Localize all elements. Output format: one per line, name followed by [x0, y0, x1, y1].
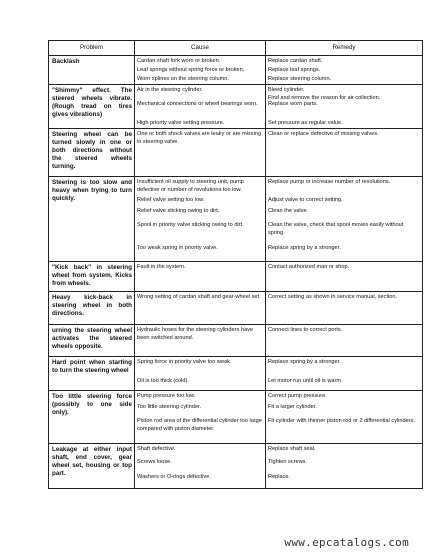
table-row — [49, 292, 423, 325]
problem-text: "Shimmy" effect. The steered wheels vibrate. (Rough tread on tires gives vibrations) — [52, 87, 132, 118]
table-row — [49, 56, 423, 85]
remedy-text: Correct setting as shown in service manual, section. — [268, 294, 398, 300]
remedy-text: Replace worn parts. — [268, 101, 318, 107]
problem-cell — [49, 292, 135, 325]
table-row — [49, 85, 423, 129]
cause-text: Too weak spring in priority valve. — [137, 245, 218, 251]
table-row — [49, 444, 423, 489]
cause-text: Relief valve sticking owing to dirt. — [137, 208, 220, 214]
problem-cell — [49, 56, 135, 85]
cause-text: Shaft defective. — [137, 446, 176, 452]
cause-cell — [135, 357, 266, 391]
cause-text: Insufficient oil supply to steering unit, pump defective or number of revolutions too low. — [137, 179, 244, 193]
watermark-url: www.epcatalogs.com — [284, 536, 409, 549]
problem-text: Steering is too slow and heavy when trying to turn quickly. — [52, 179, 132, 202]
remedy-text: Bleed cylinder. Find and remove the reason for air collection. — [268, 87, 381, 101]
table-row — [49, 177, 423, 262]
cause-cell — [135, 444, 266, 489]
cause-cell — [135, 391, 266, 444]
cause-text: Spool in priority valve sticking owing to dirt. — [137, 222, 244, 228]
cause-text: Piston rod area of the differential cylinder too large compared with piston diameter. — [137, 418, 262, 432]
table-row — [49, 129, 423, 177]
cause-text: Leaf springs without spring force or broken. — [137, 67, 245, 73]
problem-text: urning the steering wheel activates the steered wheels opposite. — [52, 327, 132, 350]
table-row — [49, 262, 423, 292]
cause-text: Washers or O-rings defective. — [137, 474, 211, 480]
cause-text: Air in the steering cylinder. — [137, 87, 203, 93]
remedy-text: Fit cylinder with thinner piston rod or 2 differential cylinders. — [268, 418, 415, 424]
cause-text: Relief valve setting too low. — [137, 197, 205, 203]
remedy-text: Clean the valve. — [268, 208, 309, 214]
cause-text: Hydraulic hoses for the steering cylinders have been switched around. — [137, 327, 253, 341]
problem-text: Backlash — [52, 58, 80, 65]
cause-cell — [135, 292, 266, 325]
remedy-cell — [266, 177, 423, 262]
remedy-text: Adjust valve to correct setting. — [268, 197, 343, 203]
header-cause: Cause — [135, 41, 266, 56]
remedy-text: Replace cardan shaft. — [268, 58, 323, 64]
cause-text: Cardan shaft fork worn or broken. — [137, 58, 221, 64]
problem-text: Hard point when starting to turn the steering wheel — [52, 359, 132, 374]
cause-cell — [135, 177, 266, 262]
cause-cell — [135, 85, 266, 129]
remedy-text: Replace. — [268, 474, 291, 480]
remedy-cell — [266, 391, 423, 444]
cause-text: Pump pressure too low. — [137, 393, 196, 399]
remedy-cell — [266, 85, 423, 129]
table-row — [49, 357, 423, 391]
remedy-cell — [266, 292, 423, 325]
cause-text: High priority valve setting pressure. — [137, 120, 225, 126]
cause-text: Spring force in priority valve too weak. — [137, 359, 232, 365]
problem-text: Leakage at either input shaft, end cover, gear wheel set, housing or top part. — [52, 446, 132, 477]
troubleshooting-table — [48, 40, 423, 489]
table-row — [49, 325, 423, 357]
troubleshooting-page — [48, 40, 422, 489]
remedy-text: Correct pump pressure. — [268, 393, 327, 399]
table-header-row — [49, 41, 423, 56]
problem-text: Steering wheel can be turned slowly in one or both directions without the steered wheels turning. — [52, 131, 132, 170]
cause-cell — [135, 262, 266, 292]
cause-text: One or both shock valves are leaky or are missing in steering valve. — [137, 131, 262, 145]
problem-text: Heavy kick-back in steering wheel in both directions. — [52, 294, 132, 317]
remedy-text: Replace steering column. — [268, 76, 332, 82]
remedy-text: Clean or replace defective of missing valves. — [268, 131, 379, 137]
problem-text: Too little steering force (possibly to one side only). — [52, 393, 132, 416]
problem-cell — [49, 444, 135, 489]
problem-cell — [49, 262, 135, 292]
remedy-text: Let motor run until oil is warm. — [268, 378, 343, 384]
cause-text: Mechanical connections or wheel bearings worn. — [137, 101, 258, 107]
problem-cell — [49, 357, 135, 391]
remedy-text: Fit a larger cylinder. — [268, 404, 317, 410]
problem-cell — [49, 325, 135, 357]
remedy-text: Replace spring by a stronger. — [268, 359, 341, 365]
remedy-text: Replace shaft seal. — [268, 446, 316, 452]
remedy-text: Clean the valve, check that spool moves easily without spring. — [268, 222, 404, 236]
problem-cell — [49, 177, 135, 262]
problem-cell — [49, 85, 135, 129]
cause-text: Too little steering cylinder. — [137, 404, 202, 410]
remedy-cell — [266, 444, 423, 489]
remedy-text: Tighten screws. — [268, 459, 307, 465]
cause-text: Fault in the system. — [137, 264, 186, 270]
remedy-text: Contact authorized man or shop. — [268, 264, 350, 270]
cause-text: Worn splines on the steering column. — [137, 76, 229, 82]
remedy-text: Replace leaf springs. — [268, 67, 321, 73]
cause-cell — [135, 56, 266, 85]
problem-cell — [49, 391, 135, 444]
cause-text: Wrong setting of cardan shaft and gear-wheel set. — [137, 294, 261, 300]
remedy-cell — [266, 262, 423, 292]
cause-cell — [135, 129, 266, 177]
problem-text: "Kick back" in steering wheel from system. Kicks from wheels. — [52, 264, 132, 287]
problem-cell — [49, 129, 135, 177]
header-remedy: Remedy — [266, 41, 423, 56]
table-row — [49, 391, 423, 444]
cause-text: Oil is too thick (cold). — [137, 378, 189, 384]
remedy-cell — [266, 357, 423, 391]
remedy-text: Set pressure as regular value. — [268, 120, 343, 126]
remedy-cell — [266, 129, 423, 177]
remedy-text: Connect lines to correct ports. — [268, 327, 343, 333]
remedy-cell — [266, 325, 423, 357]
header-problem: Problem — [49, 41, 135, 56]
cause-text: Screws loose. — [137, 459, 172, 465]
cause-cell — [135, 325, 266, 357]
remedy-cell — [266, 56, 423, 85]
remedy-text: Replace pump or increase number of revolutions. — [268, 179, 391, 185]
remedy-text: Replace spring by a stronger. — [268, 245, 341, 251]
